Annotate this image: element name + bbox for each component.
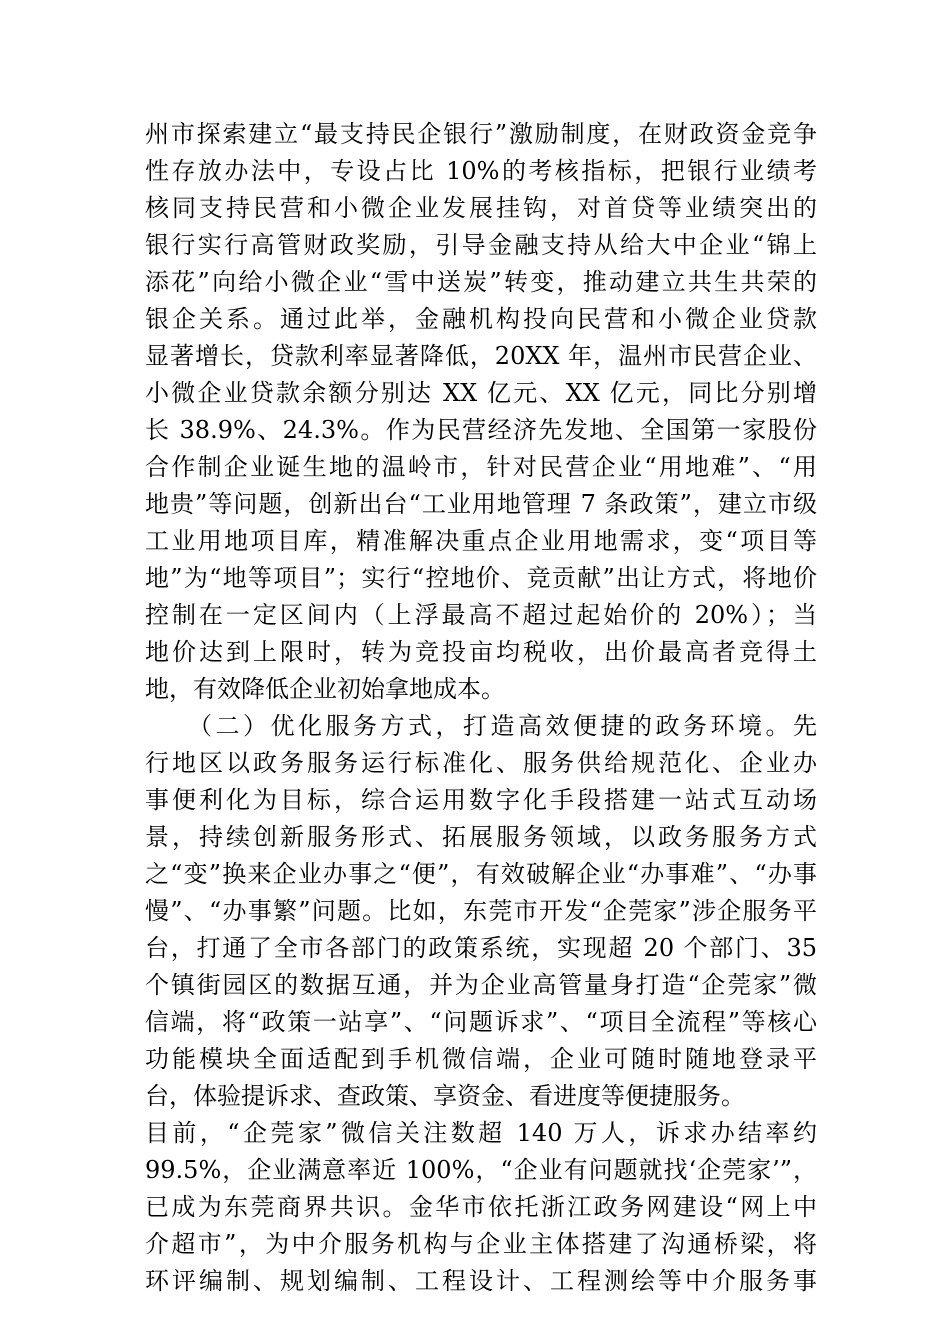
text-line: 事便利化为目标，综合运用数字化手段搭建一站式互动场 (145, 786, 817, 814)
text-line: 景，持续创新服务形式、拓展服务领域，以政务服务方式 (145, 823, 817, 851)
text-line: 功能模块全面适配到手机微信端，企业可随时随地登录平 (145, 1045, 817, 1073)
text-line: 显著增长，贷款利率显著降低，20XX 年，温州市民营企业、 (145, 342, 817, 370)
text-line: 添花”向给小微企业“雪中送炭”转变，推动建立共生共荣的 (145, 268, 817, 296)
document-body (145, 116, 817, 1300)
text-line: 银行实行高管财政奖励，引导金融支持从给大中企业“锦上 (145, 231, 817, 259)
text-line: 环评编制、规划编制、工程设计、工程测绘等中介服务事 (145, 1267, 817, 1295)
text-line: 地贵”等问题，创新出台“工业用地管理 7 条政策”，建立市级 (145, 490, 817, 518)
text-line: 长 38.9%、24.3%。作为民营经济先发地、全国第一家股份 (145, 416, 817, 444)
text-line: 地价达到上限时，转为竞投亩均税收，出价最高者竞得土 (145, 638, 817, 666)
text-line: 小微企业贷款余额分别达 XX 亿元、XX 亿元，同比分别增 (145, 379, 817, 407)
text-line: 州市探索建立“最支持民企银行”激励制度，在财政资金竞争 (145, 120, 817, 148)
text-line: 目前，“企莞家”微信关注数超 140 万人，诉求办结率约 (145, 1119, 817, 1147)
text-line: 之“变”换来企业办事之“便”，有效破解企业“办事难”、“办事 (145, 860, 817, 888)
text-line: 地”为“地等项目”；实行“控地价、竞贡献”出让方式，将地价 (145, 564, 817, 592)
text-line: 慢”、“办事繁”问题。比如，东莞市开发“企莞家”涉企服务平 (145, 897, 817, 925)
text-line: 性存放办法中，专设占比 10%的考核指标，把银行业绩考 (145, 157, 817, 185)
text-line: 介超市”，为中介服务机构与企业主体搭建了沟通桥梁，将 (145, 1230, 817, 1258)
text-line: 控制在一定区间内（上浮最高不超过起始价的 20%）；当 (145, 601, 817, 629)
text-line: 地，有效降低企业初始拿地成本。 (145, 675, 505, 703)
section-heading-line: （二）优化服务方式，打造高效便捷的政务环境。先 (145, 712, 817, 740)
text-line: 99.5%，企业满意率近 100%，“企业有问题就找‘企莞家’”， (145, 1156, 817, 1184)
paragraph-1 (145, 116, 817, 708)
text-line: 核同支持民营和小微企业发展挂钩，对首贷等业绩突出的 (145, 194, 817, 222)
text-line: 信端，将“政策一站享”、“问题诉求”、“项目全流程”等核心 (145, 1008, 817, 1036)
text-line: 合作制企业诞生地的温岭市，针对民营企业“用地难”、“用 (145, 453, 817, 481)
text-line: 工业用地项目库，精准解决重点企业用地需求，变“项目等 (145, 527, 817, 555)
text-line: 行地区以政务服务运行标准化、服务供给规范化、企业办 (145, 749, 817, 777)
text-line: 台，体验提诉求、查政策、享资金、看进度等便捷服务。 (145, 1082, 745, 1110)
paragraph-2 (145, 708, 817, 1300)
text-line: 银企关系。通过此举，金融机构投向民营和小微企业贷款 (145, 305, 817, 333)
text-line: 个镇街园区的数据互通，并为企业高管量身打造“企莞家”微 (145, 971, 817, 999)
text-line: 已成为东莞商界共识。金华市依托浙江政务网建设“网上中 (145, 1193, 817, 1221)
text-line: 台，打通了全市各部门的政策系统，实现超 20 个部门、35 (145, 934, 817, 962)
